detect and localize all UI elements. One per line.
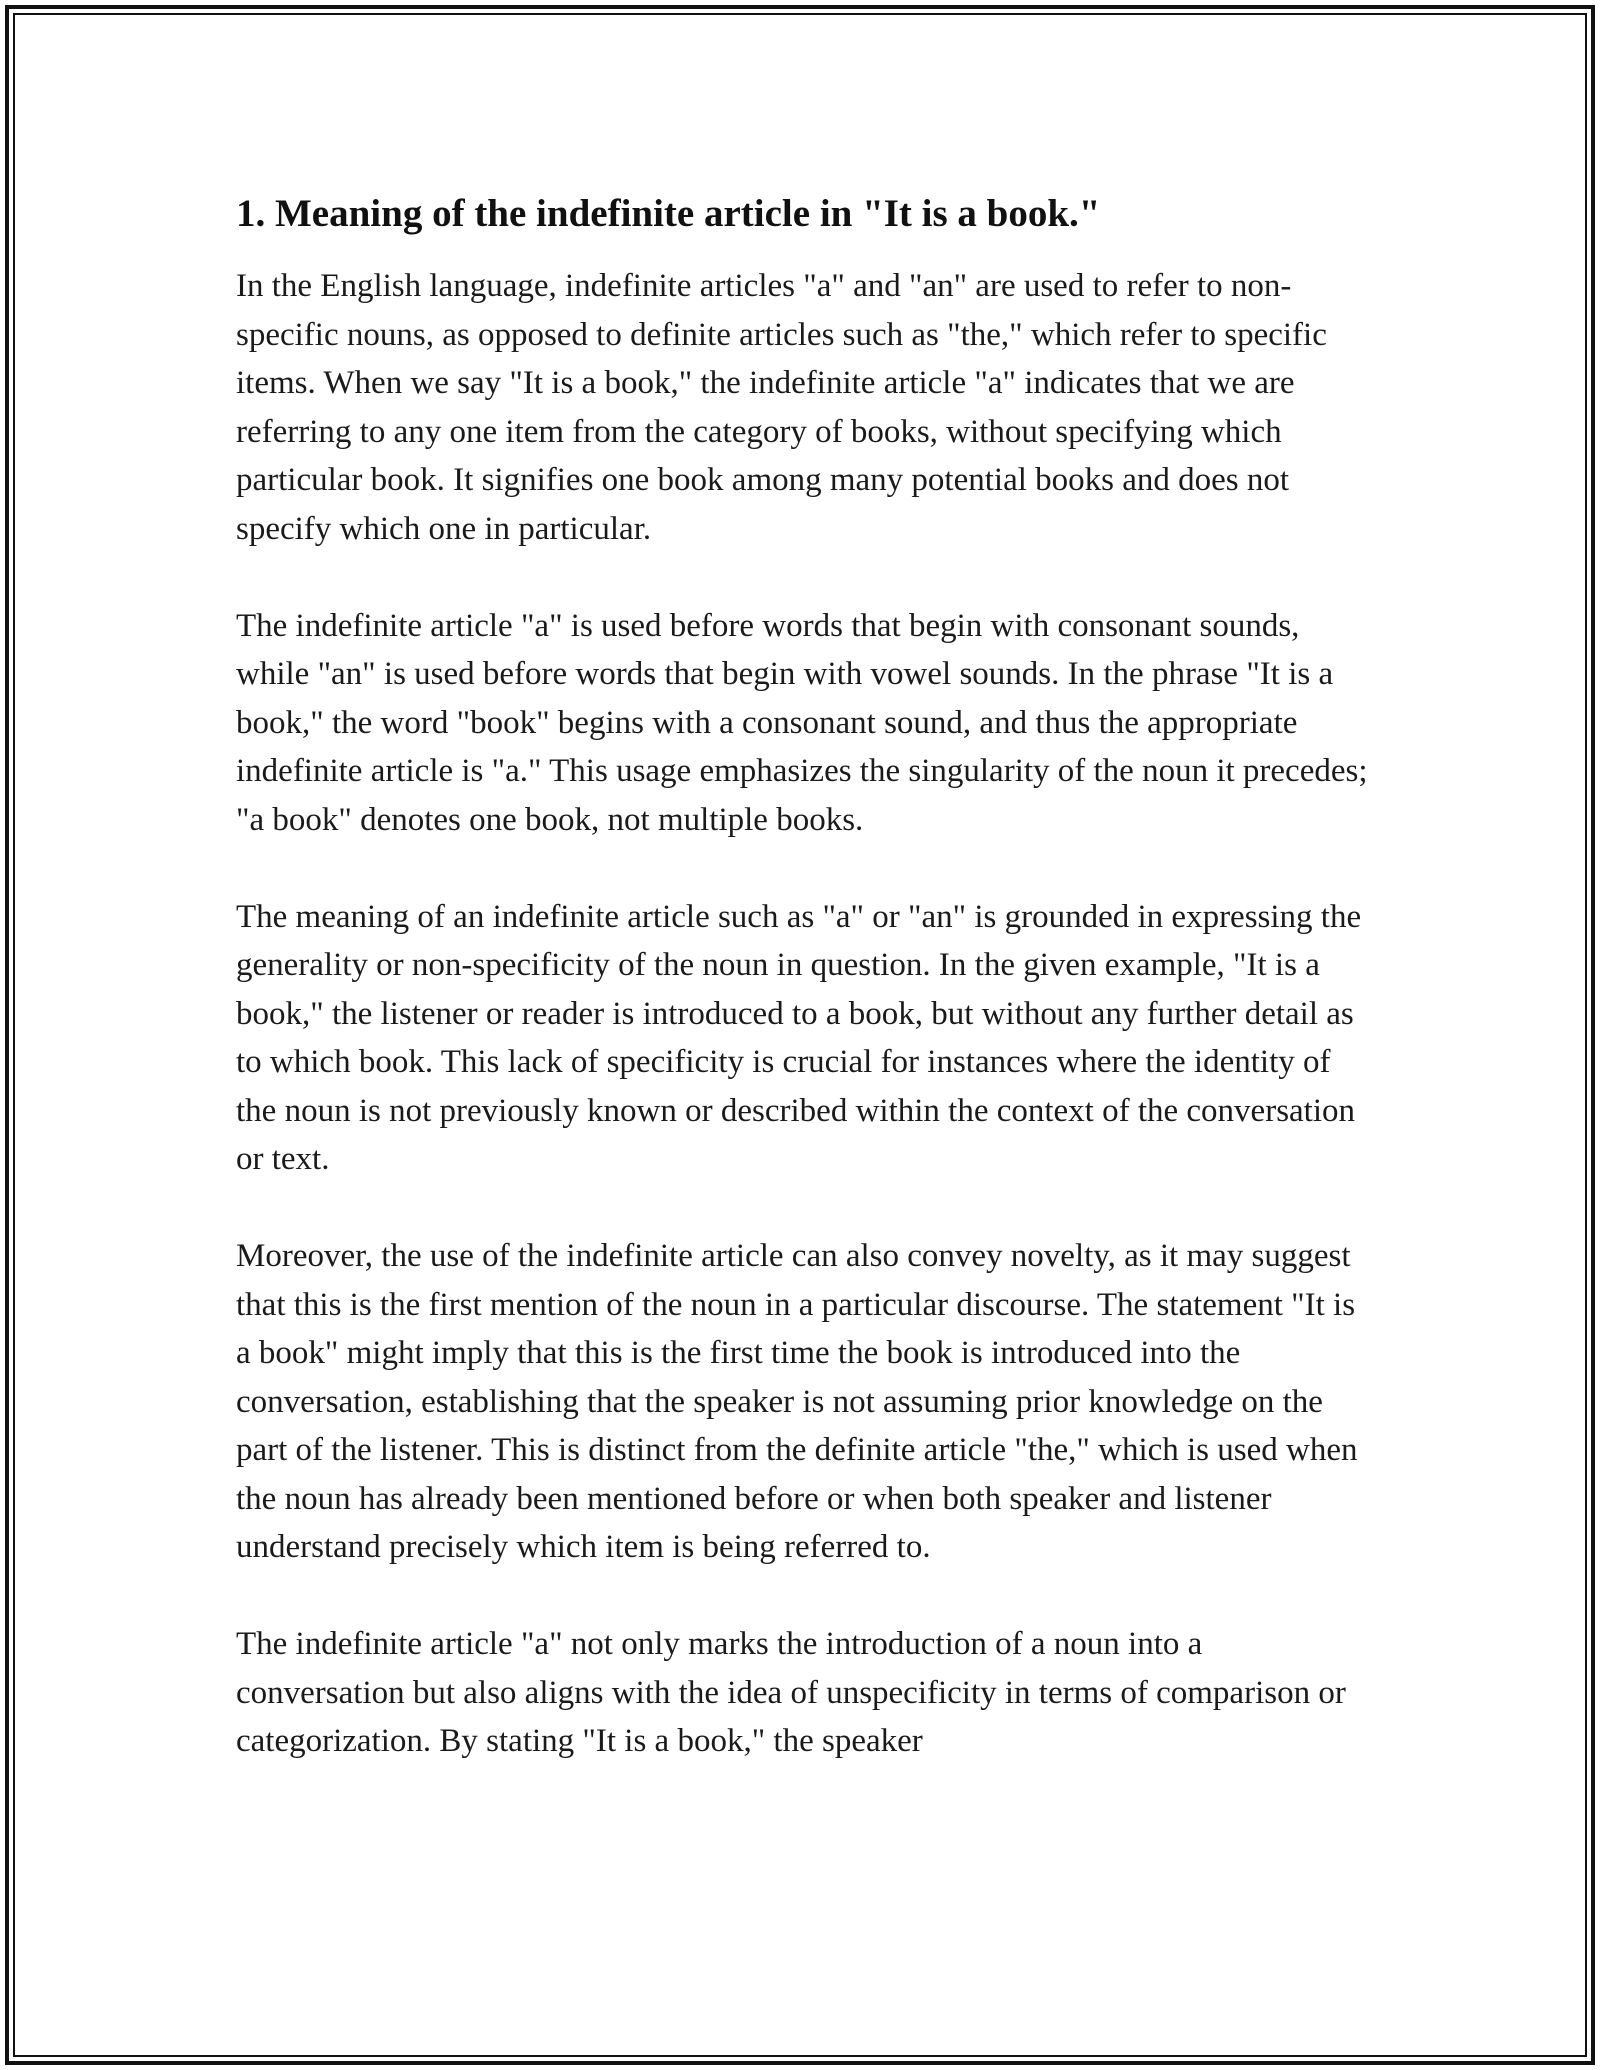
section-heading: 1. Meaning of the indefinite article in "It is a book."	[236, 192, 1101, 235]
document-body	[236, 188, 1376, 1766]
paragraph-3: The meaning of an indefinite article such as "a" or "an" is grounded in expressing the generality or non-specificity of the noun in question. In the given example, "It is a book," the listener or reader is introduced to a book, but without any further detail as to which book. This lack of specificity is crucial for instances where the identity of the noun is not previously known or described within the context of the conversation or text.	[236, 898, 1362, 1177]
paragraph-5: The indefinite article "a" not only marks the introduction of a noun into a conversation but also aligns with the idea of unspecificity in terms of comparison or categorization. By stating "It is a book," the speaker	[236, 1626, 1346, 1759]
paragraph-2: The indefinite article "a" is used before words that begin with consonant sounds, while "an" is used before words that begin with vowel sounds. In the phrase "It is a book," the word "book" begins with a consonant sound, and thus the appropriate indefinite article is "a." This usage emphasizes the singularity of the noun it precedes; "a book" denotes one book, not multiple books.	[236, 607, 1368, 838]
paragraph-4: Moreover, the use of the indefinite article can also convey novelty, as it may suggest that this is the first mention of the noun in a particular discourse. The statement "It is a book" might imply that this is the first time the book is introduced into the conversation, establishing that the speaker is not assuming prior knowledge on the part of the listener. This is distinct from the definite article "the," which is used when the noun has already been mentioned before or when both speaker and listener understand precisely which item is being referred to.	[236, 1238, 1358, 1565]
paragraph-1: In the English language, indefinite articles "a" and "an" are used to refer to non-specific nouns, as opposed to definite articles such as "the," which refer to specific items. When we say "It is a book," the indefinite article "a" indicates that we are referring to any one item from the category of books, without specifying which particular book. It signifies one book among many potential books and does not specify which one in particular.	[236, 268, 1327, 547]
